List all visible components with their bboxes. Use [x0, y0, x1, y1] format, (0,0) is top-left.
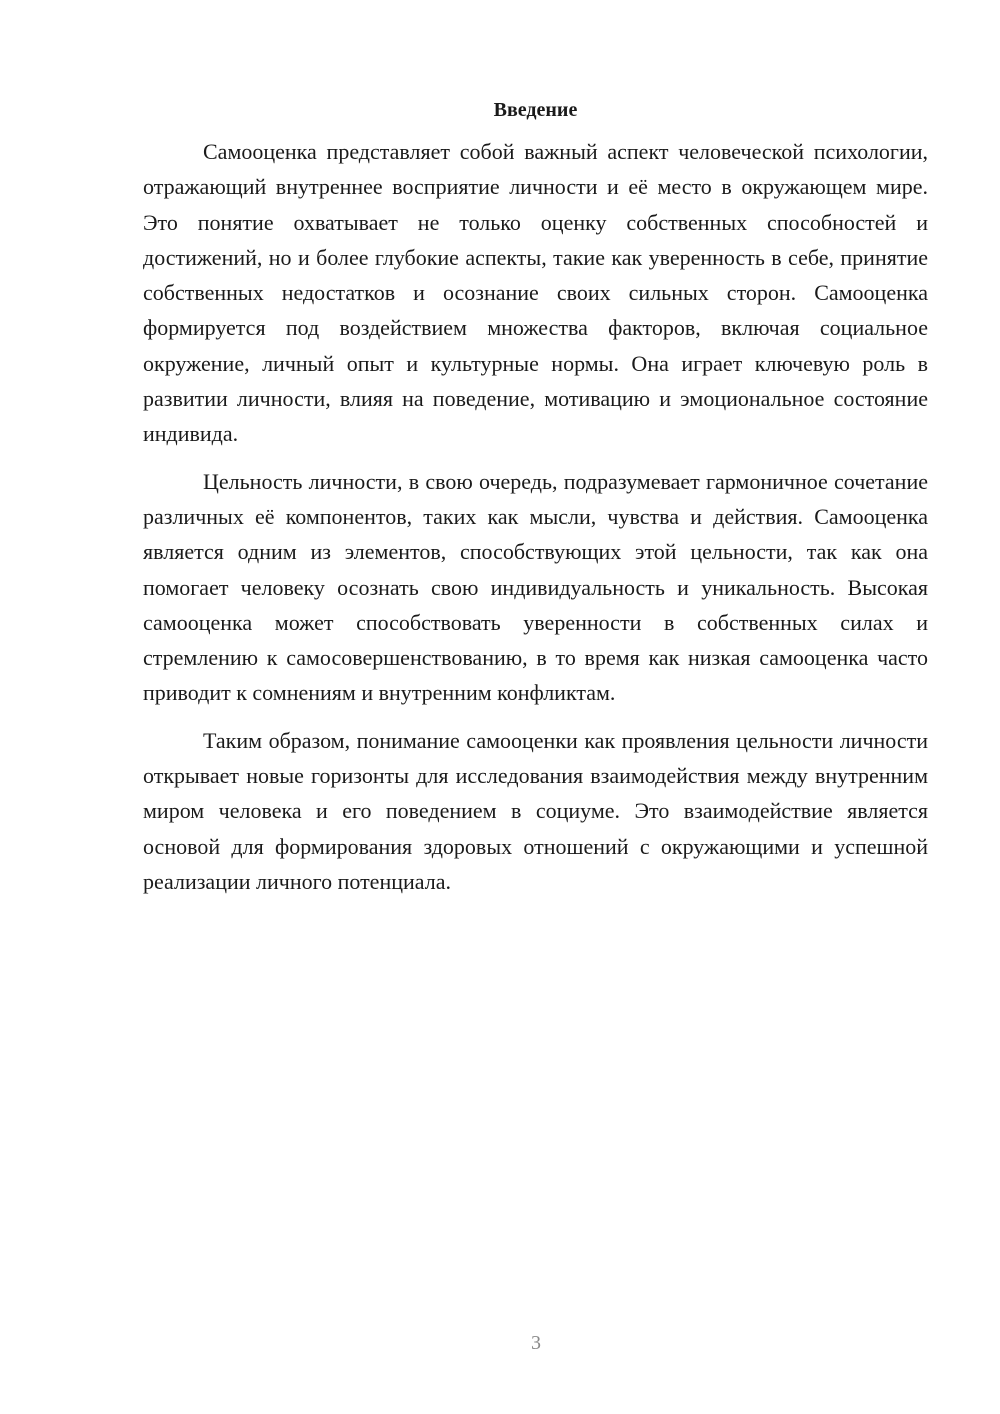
page-content: [143, 96, 928, 911]
paragraph-2: Цельность личности, в свою очередь, подразумевает гармоничное сочетание различных её компонентов, таких как мысли, чувства и действия. Самооценка является одним из элементов, способствующих этой цельности, так как она помогает человеку осознать свою индивидуальность и уникальность. Высокая самооценка может способствовать уверенности в собственных силах и стремлению к самосовершенствованию, в то время как низкая самооценка часто приводит к сомнениям и внутренним конфликтам.: [143, 468, 928, 706]
paragraph-3: Таким образом, понимание самооценки как проявления цельности личности открывает новые горизонты для исследования взаимодействия между внутренним миром человека и его поведением в социуме. Это взаимодействие является основой для формирования здоровых отношений с окружающими и успешной реализации личного потенциала.: [143, 727, 928, 894]
section-title: Введение: [493, 99, 578, 121]
page-number: 3: [531, 1332, 541, 1354]
paragraph-1: Самооценка представляет собой важный аспект человеческой психологии, отражающий внутреннее восприятие личности и её место в окружающем мире. Это понятие охватывает не только оценку собственных способностей и достижений, но и более глубокие аспекты, такие как уверенность в себе, принятие собственных недостатков и осознание своих сильных сторон. Самооценка формируется под воздействием множества факторов, включая социальное окружение, личный опыт и культурные нормы. Она играет ключевую роль в развитии личности, влияя на поведение, мотивацию и эмоциональное состояние индивида.: [143, 139, 928, 447]
